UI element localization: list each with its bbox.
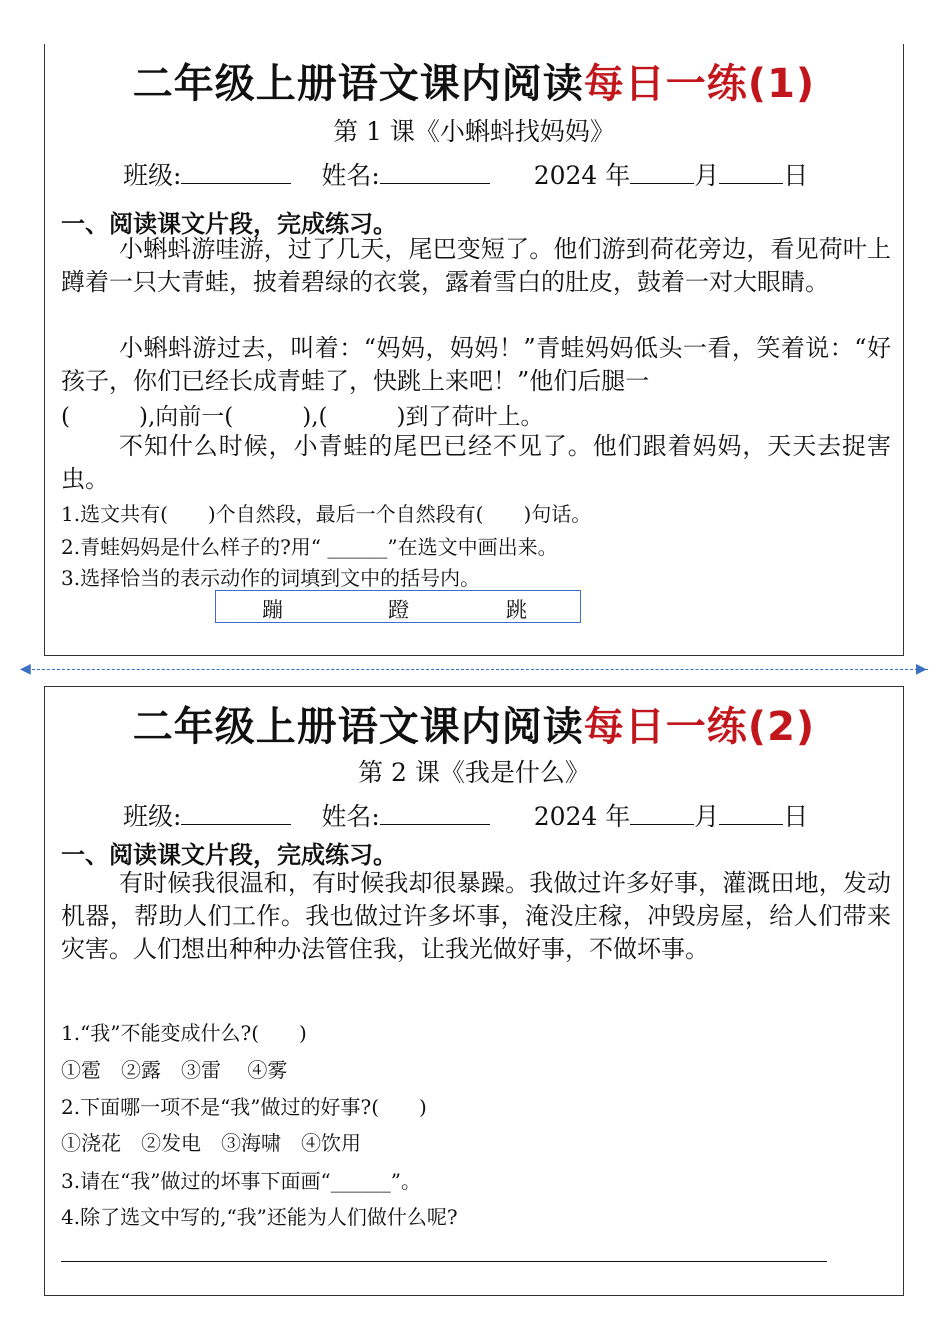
word-choice: 蹬 [388, 598, 409, 622]
question-2-options: ①浇花 ②发电 ③海啸 ④饮用 [61, 1131, 361, 1155]
month-blank[interactable] [630, 800, 694, 825]
passage-paragraph-1: 小蝌蚪游哇游，过了几天，尾巴变短了。他们游到荷花旁边，看见荷叶上蹲着一只大青蛙，披着碧绿的衣裳，露着雪白的肚皮，鼓着一对大眼睛。 [61, 235, 891, 296]
name-label: 姓名: [321, 802, 380, 831]
passage-paragraph-3: 不知什么时候，小青蛙的尾巴已经不见了。他们跟着妈妈，天天去捉害虫。 [61, 432, 891, 493]
month-label: 月 [694, 802, 720, 831]
question-3: 3.选择恰当的表示动作的词填到文中的括号内。 [61, 566, 481, 590]
name-label: 姓名: [321, 161, 380, 190]
section-heading: 一、阅读课文片段，完成练习。 [61, 840, 397, 869]
passage-paragraph-2: 小蝌蚪游过去，叫着：“妈妈，妈妈！”青蛙妈妈低头一看，笑着说：“好孩子，你们已经长成青蛙了，快跳上来吧！”他们后腿一 [61, 334, 891, 395]
question-1-options: ①雹 ②露 ③雷 ④雾 [61, 1058, 288, 1082]
lesson-title: 第 1 课《小蝌蚪找妈妈》 [333, 117, 615, 146]
month-label: 月 [694, 161, 720, 190]
title-black-text: 二年级上册语文课内阅读 [132, 704, 584, 750]
student-info-line [123, 156, 808, 192]
question-1: 1.“我”不能变成什么?( ) [61, 1021, 307, 1045]
worksheet-title [45, 52, 903, 109]
answer-line[interactable] [61, 1261, 827, 1262]
class-label: 班级: [123, 802, 182, 831]
year-label: 2024 年 [533, 802, 631, 831]
question-1: 1.选文共有( )个自然段，最后一个自然段有( )句话。 [61, 502, 592, 526]
class-blank[interactable] [181, 800, 291, 825]
worksheet-title [45, 695, 903, 752]
question-4: 4.除了选文中写的,“我”还能为人们做什么呢? [61, 1205, 458, 1229]
question-3: 3.请在“我”做过的坏事下面画“______”。 [61, 1169, 421, 1193]
passage-paragraph-2-blanks: ( ),向前一( ),( )到了荷叶上。 [61, 404, 544, 430]
name-blank[interactable] [380, 159, 490, 184]
class-label: 班级: [123, 161, 182, 190]
worksheet-card-2 [44, 686, 904, 1296]
title-red-text: 每日一练(2) [583, 704, 816, 750]
title-red-text: 每日一练(1) [583, 61, 816, 107]
student-info-line [123, 797, 808, 833]
passage-paragraph-1: 有时候我很温和，有时候我却很暴躁。我做过许多好事，灌溉田地，发动机器，帮助人们工作。我也做过许多坏事，淹没庄稼，冲毁房屋，给人们带来灾害。人们想出种种办法管住我，让我光做好事，不做坏事。 [61, 869, 891, 963]
day-blank[interactable] [719, 800, 783, 825]
worksheet-card-1 [44, 44, 904, 656]
question-2: 2.下面哪一项不是“我”做过的好事?( ) [61, 1095, 427, 1119]
arrow-left-icon: ◀ [20, 661, 31, 677]
day-blank[interactable] [719, 159, 783, 184]
question-2: 2.青蛙妈妈是什么样子的?用“ ______”在选文中画出来。 [61, 535, 558, 559]
lesson-title: 第 2 课《我是什么》 [358, 758, 590, 787]
name-blank[interactable] [380, 800, 490, 825]
year-label: 2024 年 [533, 161, 631, 190]
day-label: 日 [783, 161, 809, 190]
word-choice: 跳 [506, 598, 527, 622]
word-choice-box [215, 590, 581, 623]
class-blank[interactable] [181, 159, 291, 184]
section-heading: 一、阅读课文片段，完成练习。 [61, 209, 397, 238]
title-black-text: 二年级上册语文课内阅读 [132, 61, 584, 107]
arrow-right-icon: ▶ [916, 661, 927, 677]
month-blank[interactable] [630, 159, 694, 184]
dashed-divider [22, 669, 928, 670]
day-label: 日 [783, 802, 809, 831]
word-choice: 蹦 [262, 598, 283, 622]
